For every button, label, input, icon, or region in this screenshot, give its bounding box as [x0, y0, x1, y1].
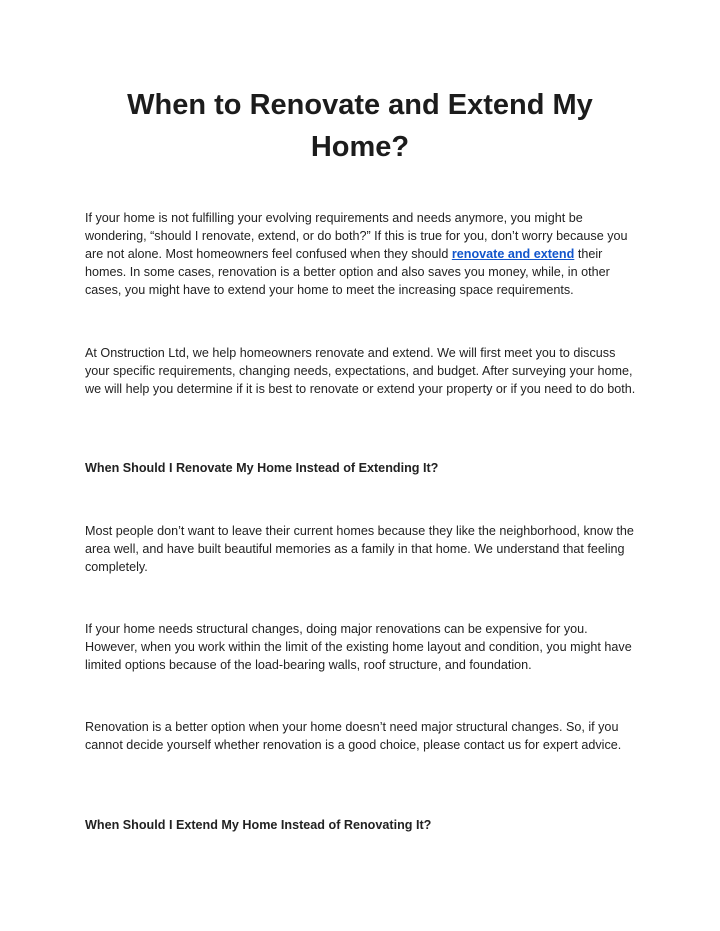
intro-text-before-link: If your home is not fulfilling your evolving requirements and needs anymore, you might be wondering, “should I renovate, extend, or do both?” If this is true for you, don’t worry because you are not alone. Most homeowners feel confused when they should [85, 211, 628, 261]
renovation-advice-paragraph: Renovation is a better option when your home doesn’t need major structural changes. So, if you cannot decide yourself whether renovation is a good choice, please contact us for expert advice. [85, 720, 622, 752]
intro-text-after-link: their homes. In some cases, renovation is a better option and also saves you money, while, in other cases, you might have to extend your home to meet the increasing space requirements. [85, 247, 610, 297]
neighborhood-paragraph: Most people don’t want to leave their current homes because they like the neighborhood, know the area well, and have built beautiful memories as a family in that home. We understand that feeling completely. [85, 524, 634, 574]
structural-changes-paragraph: If your home needs structural changes, doing major renovations can be expensive for you. However, when you work within the limit of the existing home layout and condition, you might have limited options because of the load-bearing walls, roof structure, and foundation. [85, 622, 632, 672]
intro-paragraph [85, 209, 641, 299]
renovate-and-extend-link[interactable]: renovate and extend [451, 247, 575, 261]
page-title: When to Renovate and Extend My Home? [127, 89, 593, 163]
renovate-section-heading: When Should I Renovate My Home Instead of Extending It? [85, 461, 439, 475]
extend-section-heading: When Should I Extend My Home Instead of Renovating It? [85, 818, 432, 832]
company-paragraph: At Onstruction Ltd, we help homeowners renovate and extend. We will first meet you to discuss your specific requirements, changing needs, expectations, and budget. After surveying your home, we will help you determine if it is best to renovate or extend your property or if you need to do both. [85, 346, 636, 396]
